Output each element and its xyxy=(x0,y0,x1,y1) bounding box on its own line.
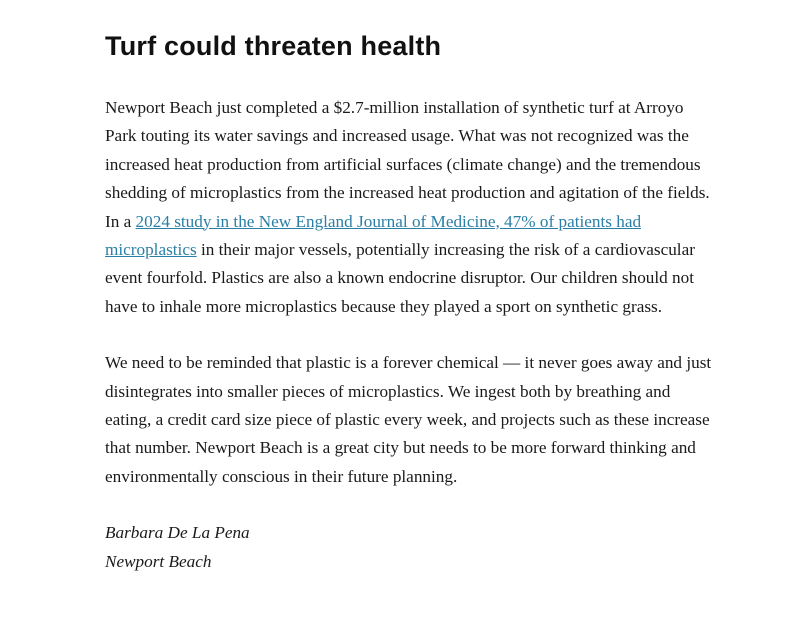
signature xyxy=(105,519,715,576)
paragraph-1-text-after-link: in their major vessels, potentially increasing the risk of a cardiovascular event fourfold. Plastics are also a known endocrine disruptor. Our children should not have to inhale more microplastics because they played a sport on synthetic grass. xyxy=(105,240,695,316)
paragraph-1-text-before-link: Newport Beach just completed a $2.7-million installation of synthetic turf at Arroyo Park touting its water savings and increased usage. What was not recognized was the increased heat production from artificial surfaces (climate change) and the tremendous shedding of microplastics from the increased heat production and agitation of the fields. In a xyxy=(105,98,710,231)
study-link[interactable]: 2024 study in the New England Journal of Medicine, 47% of patients had microplastics xyxy=(105,211,642,260)
paragraph-1 xyxy=(105,94,715,321)
paragraph-2: We need to be reminded that plastic is a forever chemical — it never goes away and just disintegrates into smaller pieces of microplastics. We ingest both by breathing and eating, a credit card size piece of plastic every week, and projects such as these increase that number. Newport Beach is a great city but needs to be more forward thinking and environmentally conscious in their future planning. xyxy=(105,353,712,486)
author-location: Newport Beach xyxy=(105,551,212,571)
author-name: Barbara De La Pena xyxy=(105,523,250,543)
letter-article xyxy=(105,26,715,576)
headline: Turf could threaten health xyxy=(105,31,442,61)
